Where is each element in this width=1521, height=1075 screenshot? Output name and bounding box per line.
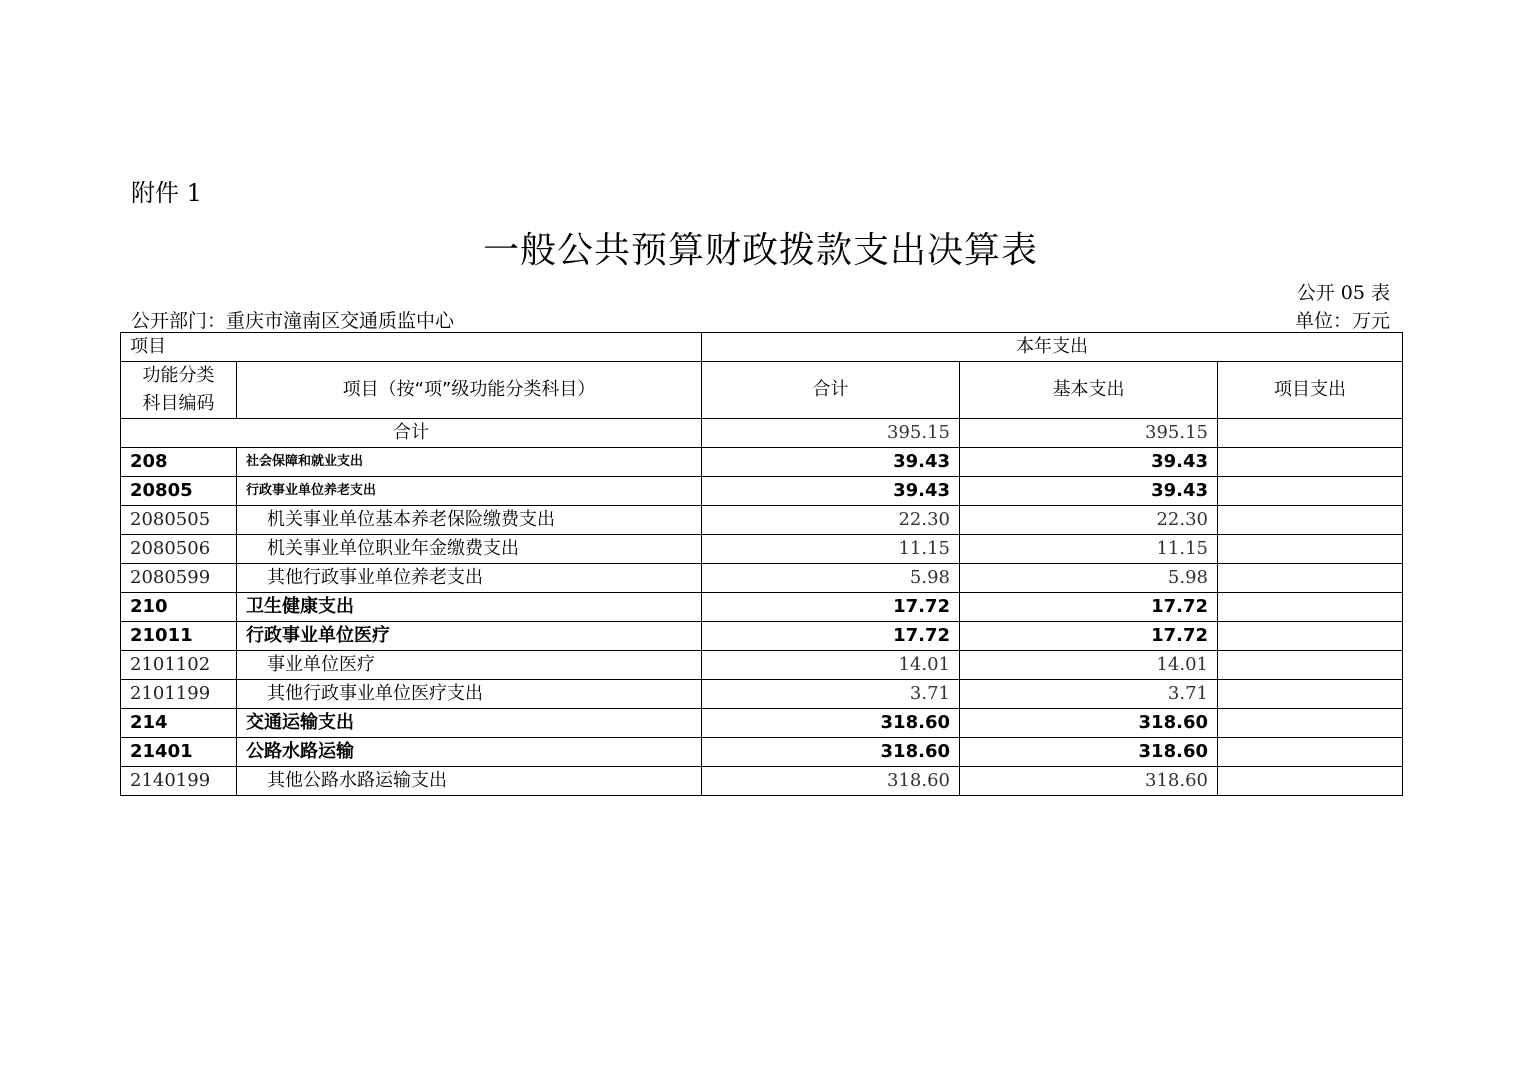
row-code: 214 — [121, 709, 237, 738]
row-project — [1218, 448, 1403, 477]
table-row — [121, 651, 1403, 680]
header-total: 合计 — [702, 362, 960, 419]
table-row — [121, 506, 1403, 535]
row-basic: 17.72 — [960, 593, 1218, 622]
table-row — [121, 738, 1403, 767]
row-project — [1218, 651, 1403, 680]
row-basic: 39.43 — [960, 477, 1218, 506]
row-basic: 318.60 — [960, 767, 1218, 796]
row-name: 交通运输支出 — [237, 709, 702, 738]
header-item: 项目（按“项”级功能分类科目） — [237, 362, 702, 419]
total-basic: 395.15 — [960, 419, 1218, 448]
unit-label: 单位：万元 — [1294, 310, 1390, 332]
row-total: 3.71 — [702, 680, 960, 709]
table-number: 公开 05 表 — [1296, 282, 1390, 304]
row-name: 社会保障和就业支出 — [237, 448, 702, 477]
header-code — [121, 362, 237, 419]
row-basic: 39.43 — [960, 448, 1218, 477]
row-total: 39.43 — [702, 448, 960, 477]
row-name: 其他行政事业单位养老支出 — [237, 564, 702, 593]
row-project — [1218, 564, 1403, 593]
row-name: 其他行政事业单位医疗支出 — [237, 680, 702, 709]
row-basic: 22.30 — [960, 506, 1218, 535]
row-basic: 5.98 — [960, 564, 1218, 593]
table-row — [121, 767, 1403, 796]
row-project — [1218, 593, 1403, 622]
row-name: 事业单位医疗 — [237, 651, 702, 680]
table-row — [121, 535, 1403, 564]
header-code-line1: 功能分类 — [142, 365, 215, 386]
row-code: 208 — [121, 448, 237, 477]
attachment-label: 附件 1 — [131, 179, 202, 207]
row-code: 2101102 — [121, 651, 237, 680]
table-row — [121, 564, 1403, 593]
row-total: 22.30 — [702, 506, 960, 535]
header-current-year: 本年支出 — [702, 333, 1403, 362]
row-code: 21011 — [121, 622, 237, 651]
row-code: 2080599 — [121, 564, 237, 593]
row-basic: 14.01 — [960, 651, 1218, 680]
header-project: 项目 — [121, 333, 702, 362]
expenditure-table — [120, 332, 1403, 796]
header-project-exp: 项目支出 — [1218, 362, 1403, 419]
row-code: 21401 — [121, 738, 237, 767]
row-project — [1218, 477, 1403, 506]
header-row-1 — [121, 333, 1403, 362]
row-project — [1218, 709, 1403, 738]
row-project — [1218, 738, 1403, 767]
table-row — [121, 448, 1403, 477]
row-name: 公路水路运输 — [237, 738, 702, 767]
row-name: 行政事业单位医疗 — [237, 622, 702, 651]
department-label: 公开部门：重庆市潼南区交通质监中心 — [131, 310, 455, 332]
row-code: 20805 — [121, 477, 237, 506]
row-basic: 318.60 — [960, 738, 1218, 767]
row-name: 卫生健康支出 — [237, 593, 702, 622]
row-project — [1218, 680, 1403, 709]
row-total: 11.15 — [702, 535, 960, 564]
row-total: 14.01 — [702, 651, 960, 680]
header-row-2 — [121, 362, 1403, 419]
row-basic: 3.71 — [960, 680, 1218, 709]
total-value: 395.15 — [702, 419, 960, 448]
row-total: 5.98 — [702, 564, 960, 593]
total-project — [1218, 419, 1403, 448]
row-basic: 17.72 — [960, 622, 1218, 651]
table-row — [121, 622, 1403, 651]
row-name: 行政事业单位养老支出 — [237, 477, 702, 506]
row-project — [1218, 506, 1403, 535]
total-row — [121, 419, 1403, 448]
row-total: 318.60 — [702, 709, 960, 738]
row-code: 210 — [121, 593, 237, 622]
row-basic: 11.15 — [960, 535, 1218, 564]
page-title: 一般公共预算财政拨款支出决算表 — [482, 230, 1038, 271]
row-total: 39.43 — [702, 477, 960, 506]
row-total: 318.60 — [702, 738, 960, 767]
table-row — [121, 593, 1403, 622]
row-code: 2080506 — [121, 535, 237, 564]
row-total: 17.72 — [702, 593, 960, 622]
row-code: 2080505 — [121, 506, 237, 535]
row-name: 机关事业单位基本养老保险缴费支出 — [237, 506, 702, 535]
row-name: 其他公路水路运输支出 — [237, 767, 702, 796]
table-row — [121, 680, 1403, 709]
row-code: 2101199 — [121, 680, 237, 709]
row-basic: 318.60 — [960, 709, 1218, 738]
row-project — [1218, 622, 1403, 651]
row-project — [1218, 767, 1403, 796]
row-project — [1218, 535, 1403, 564]
row-total: 17.72 — [702, 622, 960, 651]
row-total: 318.60 — [702, 767, 960, 796]
row-name: 机关事业单位职业年金缴费支出 — [237, 535, 702, 564]
row-code: 2140199 — [121, 767, 237, 796]
header-code-line2: 科目编码 — [142, 393, 215, 414]
table-row — [121, 477, 1403, 506]
header-basic: 基本支出 — [960, 362, 1218, 419]
total-label: 合计 — [121, 419, 702, 448]
table-row — [121, 709, 1403, 738]
